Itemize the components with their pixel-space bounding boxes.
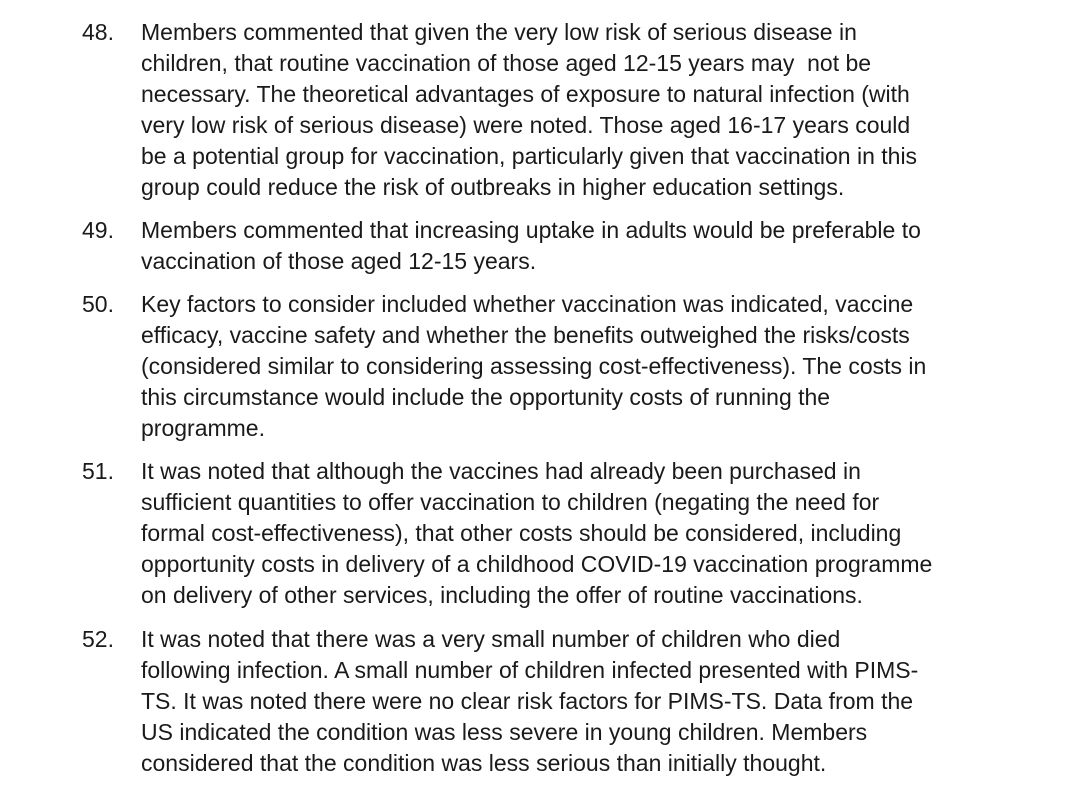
paragraph-line: vaccination of those aged 12-15 years. [141,248,537,274]
paragraph-line: opportunity costs in delivery of a childhood COVID-19 vaccination programme [141,551,933,577]
paragraph-line: TS. It was noted there were no clear risk factors for PIMS-TS. Data from the [141,688,914,714]
paragraph-line: be a potential group for vaccination, particularly given that vaccination in this [141,143,918,169]
paragraph-line: this circumstance would include the opportunity costs of running the [141,384,831,410]
paragraph-number: 49. [82,217,114,243]
paragraph-line: efficacy, vaccine safety and whether the benefits outweighed the risks/costs [141,322,910,348]
paragraph-line: following infection. A small number of children infected presented with PIMS- [141,657,919,683]
paragraph-number: 50. [82,291,114,317]
paragraph-line: US indicated the condition was less severe in young children. Members [141,719,868,745]
paragraph-line: programme. [141,415,265,441]
paragraph-line: formal cost-effectiveness), that other costs should be considered, including [141,520,902,546]
paragraph-line: Members commented that given the very low risk of serious disease in [141,19,857,45]
paragraph-line: very low risk of serious disease) were noted. Those aged 16-17 years could [141,112,911,138]
paragraph-line: sufficient quantities to offer vaccination to children (negating the need for [141,489,880,515]
paragraph-number: 52. [82,626,114,652]
paragraph-line: considered that the condition was less serious than initially thought. [141,750,827,776]
paragraph-line: necessary. The theoretical advantages of exposure to natural infection (with [141,81,910,107]
paragraph-line: children, that routine vaccination of those aged 12-15 years may not be [141,50,872,76]
paragraph-line: Members commented that increasing uptake in adults would be preferable to [141,217,921,243]
paragraph-line: It was noted that although the vaccines had already been purchased in [141,458,861,484]
paragraph-line: on delivery of other services, including the offer of routine vaccinations. [141,582,863,608]
paragraph-number: 48. [82,19,114,45]
paragraph-line: group could reduce the risk of outbreaks in higher education settings. [141,174,845,200]
paragraph-line: Key factors to consider included whether vaccination was indicated, vaccine [141,291,914,317]
paragraph-line: (considered similar to considering assessing cost-effectiveness). The costs in [141,353,927,379]
paragraph-number: 51. [82,458,114,484]
paragraph-line: It was noted that there was a very small number of children who died [141,626,841,652]
